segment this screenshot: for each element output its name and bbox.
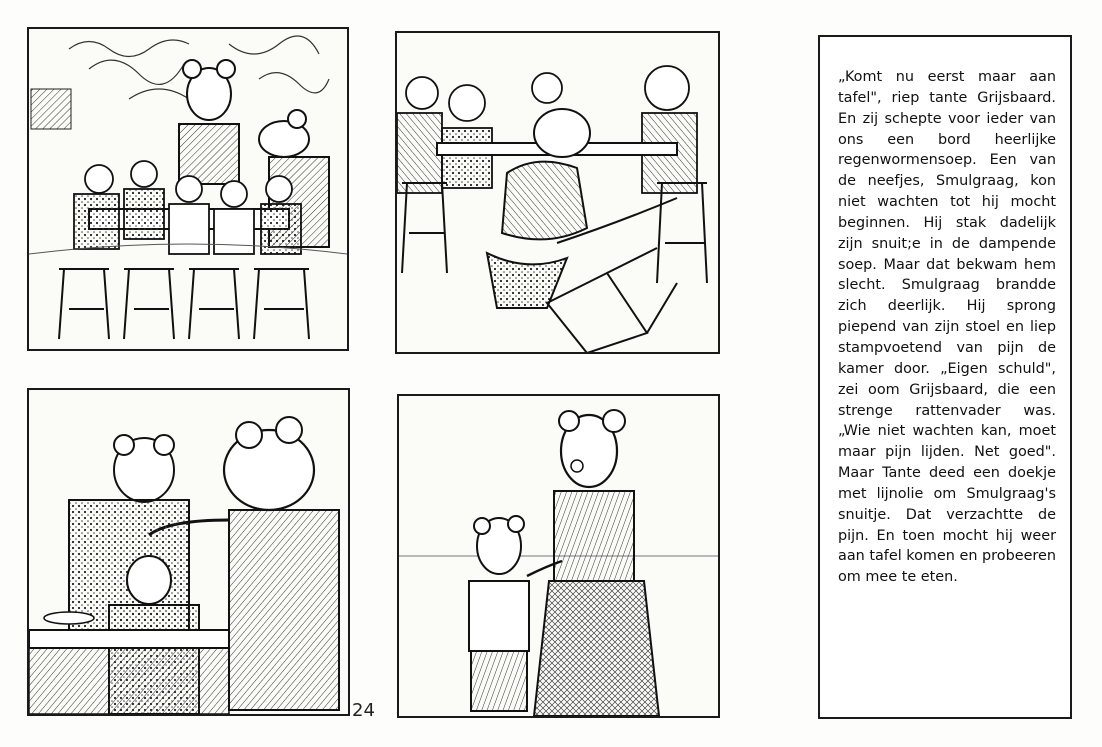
panel-family-dinner bbox=[27, 27, 349, 351]
aunt-rat-with-child-illustration bbox=[399, 396, 718, 716]
panel-smulgraag-burns-snout bbox=[395, 31, 720, 354]
panel-uncle-scolds bbox=[27, 388, 350, 716]
story-text-box bbox=[818, 35, 1072, 719]
rat-family-at-table-illustration bbox=[29, 29, 347, 349]
panel-aunt-comforts bbox=[397, 394, 720, 718]
uncle-rat-scolding-illustration bbox=[29, 390, 348, 714]
page-number: 24 bbox=[352, 700, 375, 721]
story-text: „Komt nu eerst maar aan tafel", riep tante Grijsbaard. En zij schepte voor ieder van ons een bord heerlijke regenwormensoep. Een van de neefjes, Smulgraag, kon niet wachten tot hij mocht beginnen. Hij stak dadelijk zijn snuit;e in de dampende soep. Maar dat bekwam hem slecht. Smulgraag brandde zich deerlijk. Hij sprong piepend van zijn stoel en liep stampvoetend van pijn de kamer door. „Eigen schuld", zei oom Grijsbaard, die een strenge rattenvader was. „Wie niet wachten kan, moet maar pijn lijden. Net goed". Maar Tante deed een doekje met lijnolie om Smulgraag's snuitje. Dat verzachtte de pijn. En toen mocht hij weer aan tafel komen en probeeren om mee te eten. bbox=[838, 69, 1056, 586]
rat-leaping-from-chair-illustration bbox=[397, 33, 718, 352]
